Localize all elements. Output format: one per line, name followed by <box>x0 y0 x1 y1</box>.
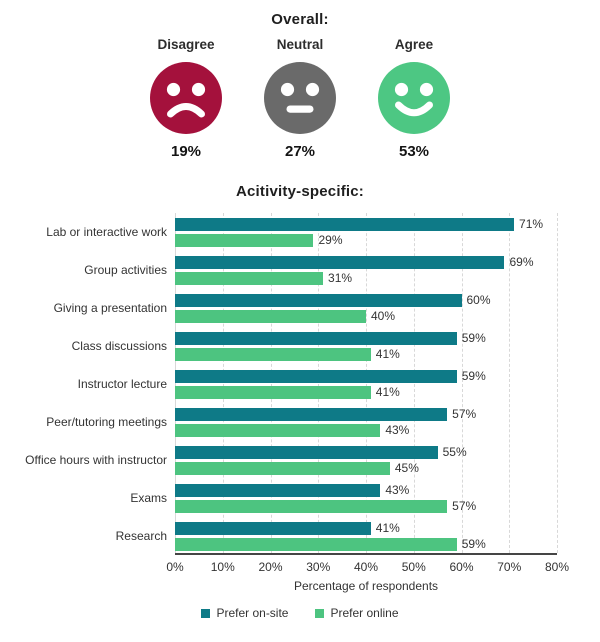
face-disagree-label: Disagree <box>157 37 215 52</box>
bar-value-label: 59% <box>461 331 486 345</box>
bar-value-label: 41% <box>375 385 400 399</box>
online-swatch-icon <box>315 609 324 618</box>
legend-onsite-label: Prefer on-site <box>216 606 289 620</box>
x-axis-label: Percentage of respondents <box>293 579 439 593</box>
face-agree-label: Agree <box>394 37 434 52</box>
bar-prefer-online <box>175 424 380 437</box>
category-label: Group activities <box>84 263 167 277</box>
bar-prefer-online <box>175 500 447 513</box>
category-label: Exams <box>130 491 167 505</box>
bar-prefer-onsite <box>175 332 457 345</box>
legend-item-onsite <box>201 606 288 620</box>
bar-value-label: 57% <box>452 499 477 513</box>
x-tick-label: 40% <box>353 560 379 574</box>
x-tick-label: 80% <box>544 560 570 574</box>
bar-line <box>175 348 557 361</box>
smiley-face-icon <box>378 62 450 134</box>
bar-prefer-online <box>175 234 313 247</box>
activity-title: Acitivity-specific: <box>235 183 364 200</box>
onsite-swatch-icon <box>201 609 210 618</box>
bar-line <box>175 522 557 535</box>
bar-prefer-onsite <box>175 256 504 269</box>
bar-value-label: 31% <box>328 271 353 285</box>
bar-value-label: 57% <box>452 407 477 421</box>
sad-face-icon <box>150 62 222 134</box>
bar-line <box>175 294 557 307</box>
neutral-face-icon <box>264 62 336 134</box>
bar-value-label: 71% <box>519 217 544 231</box>
bar-prefer-onsite <box>175 218 514 231</box>
category-label: Peer/tutoring meetings <box>46 415 167 429</box>
chart-row <box>71 327 557 365</box>
bar-value-label: 59% <box>461 537 486 551</box>
bar-value-label: 69% <box>509 255 534 269</box>
bar-line <box>175 484 557 497</box>
bar-value-label: 43% <box>385 423 410 437</box>
legend <box>0 606 600 620</box>
bar-prefer-online <box>175 310 366 323</box>
x-tick-label: 60% <box>449 560 474 574</box>
bar-line <box>175 256 557 269</box>
x-axis-ticks <box>166 560 570 577</box>
gridline <box>557 213 558 553</box>
bar-prefer-online <box>175 462 390 475</box>
bar-line <box>175 538 557 551</box>
bar-line <box>175 370 557 383</box>
bar-value-label: 55% <box>442 445 467 459</box>
bar-value-label: 41% <box>375 347 400 361</box>
category-label: Lab or interactive work <box>46 225 167 239</box>
bar-prefer-online <box>175 272 323 285</box>
bar-prefer-online <box>175 538 457 551</box>
bar-line <box>175 310 557 323</box>
bar-prefer-online <box>175 348 371 361</box>
x-tick-label: 10% <box>210 560 235 574</box>
category-label: Giving a presentation <box>53 301 167 315</box>
x-tick-label: 50% <box>401 560 426 574</box>
bar-prefer-onsite <box>175 484 380 497</box>
bar-value-label: 45% <box>394 461 419 475</box>
x-tick-label: 0% <box>166 560 184 574</box>
category-label: Instructor lecture <box>77 377 167 391</box>
face-agree <box>378 37 451 160</box>
chart-row <box>115 517 557 555</box>
chart-row <box>77 365 557 403</box>
x-tick-label: 70% <box>497 560 522 574</box>
bar-line <box>175 446 557 459</box>
bar-line <box>175 408 557 421</box>
bar-line <box>175 332 557 345</box>
overall-title: Overall: <box>271 11 329 28</box>
category-label: Research <box>115 529 167 543</box>
legend-item-online <box>315 606 398 620</box>
faces-row <box>0 37 600 160</box>
bar-prefer-onsite <box>175 408 447 421</box>
plot-area <box>25 213 557 555</box>
chart-row <box>46 403 557 441</box>
face-disagree <box>150 37 223 160</box>
bar-value-label: 59% <box>461 369 486 383</box>
overall-section <box>0 0 600 160</box>
bar-line <box>175 424 557 437</box>
bar-prefer-onsite <box>175 522 371 535</box>
bar-prefer-online <box>175 386 371 399</box>
bar-value-label: 43% <box>385 483 410 497</box>
bar-line <box>175 462 557 475</box>
chart-row <box>46 213 557 251</box>
bar-line <box>175 272 557 285</box>
bar-line <box>175 234 557 247</box>
face-disagree-percent: 19% <box>170 143 202 160</box>
category-label: Class discussions <box>71 339 167 353</box>
legend-online-label: Prefer online <box>330 606 399 620</box>
activity-section <box>0 183 600 620</box>
category-label: Office hours with instructor <box>25 453 167 467</box>
bar-line <box>175 500 557 513</box>
chart-row <box>25 441 557 479</box>
chart-row <box>84 251 557 289</box>
bar-line <box>175 386 557 399</box>
face-neutral-label: Neutral <box>276 37 324 52</box>
bar-value-label: 29% <box>318 233 343 247</box>
chart-row <box>130 479 557 517</box>
face-agree-percent: 53% <box>398 143 430 160</box>
x-tick-label: 20% <box>258 560 283 574</box>
bar-value-label: 60% <box>466 293 491 307</box>
chart-row <box>53 289 557 327</box>
bar-value-label: 40% <box>371 309 396 323</box>
bar-prefer-onsite <box>175 446 438 459</box>
face-neutral-percent: 27% <box>284 143 316 160</box>
bar-value-label: 41% <box>375 521 400 535</box>
grouped-bar-chart <box>0 213 600 620</box>
face-neutral <box>264 37 337 160</box>
bar-line <box>175 218 557 231</box>
bar-prefer-onsite <box>175 294 462 307</box>
x-tick-label: 30% <box>306 560 331 574</box>
bar-prefer-onsite <box>175 370 457 383</box>
